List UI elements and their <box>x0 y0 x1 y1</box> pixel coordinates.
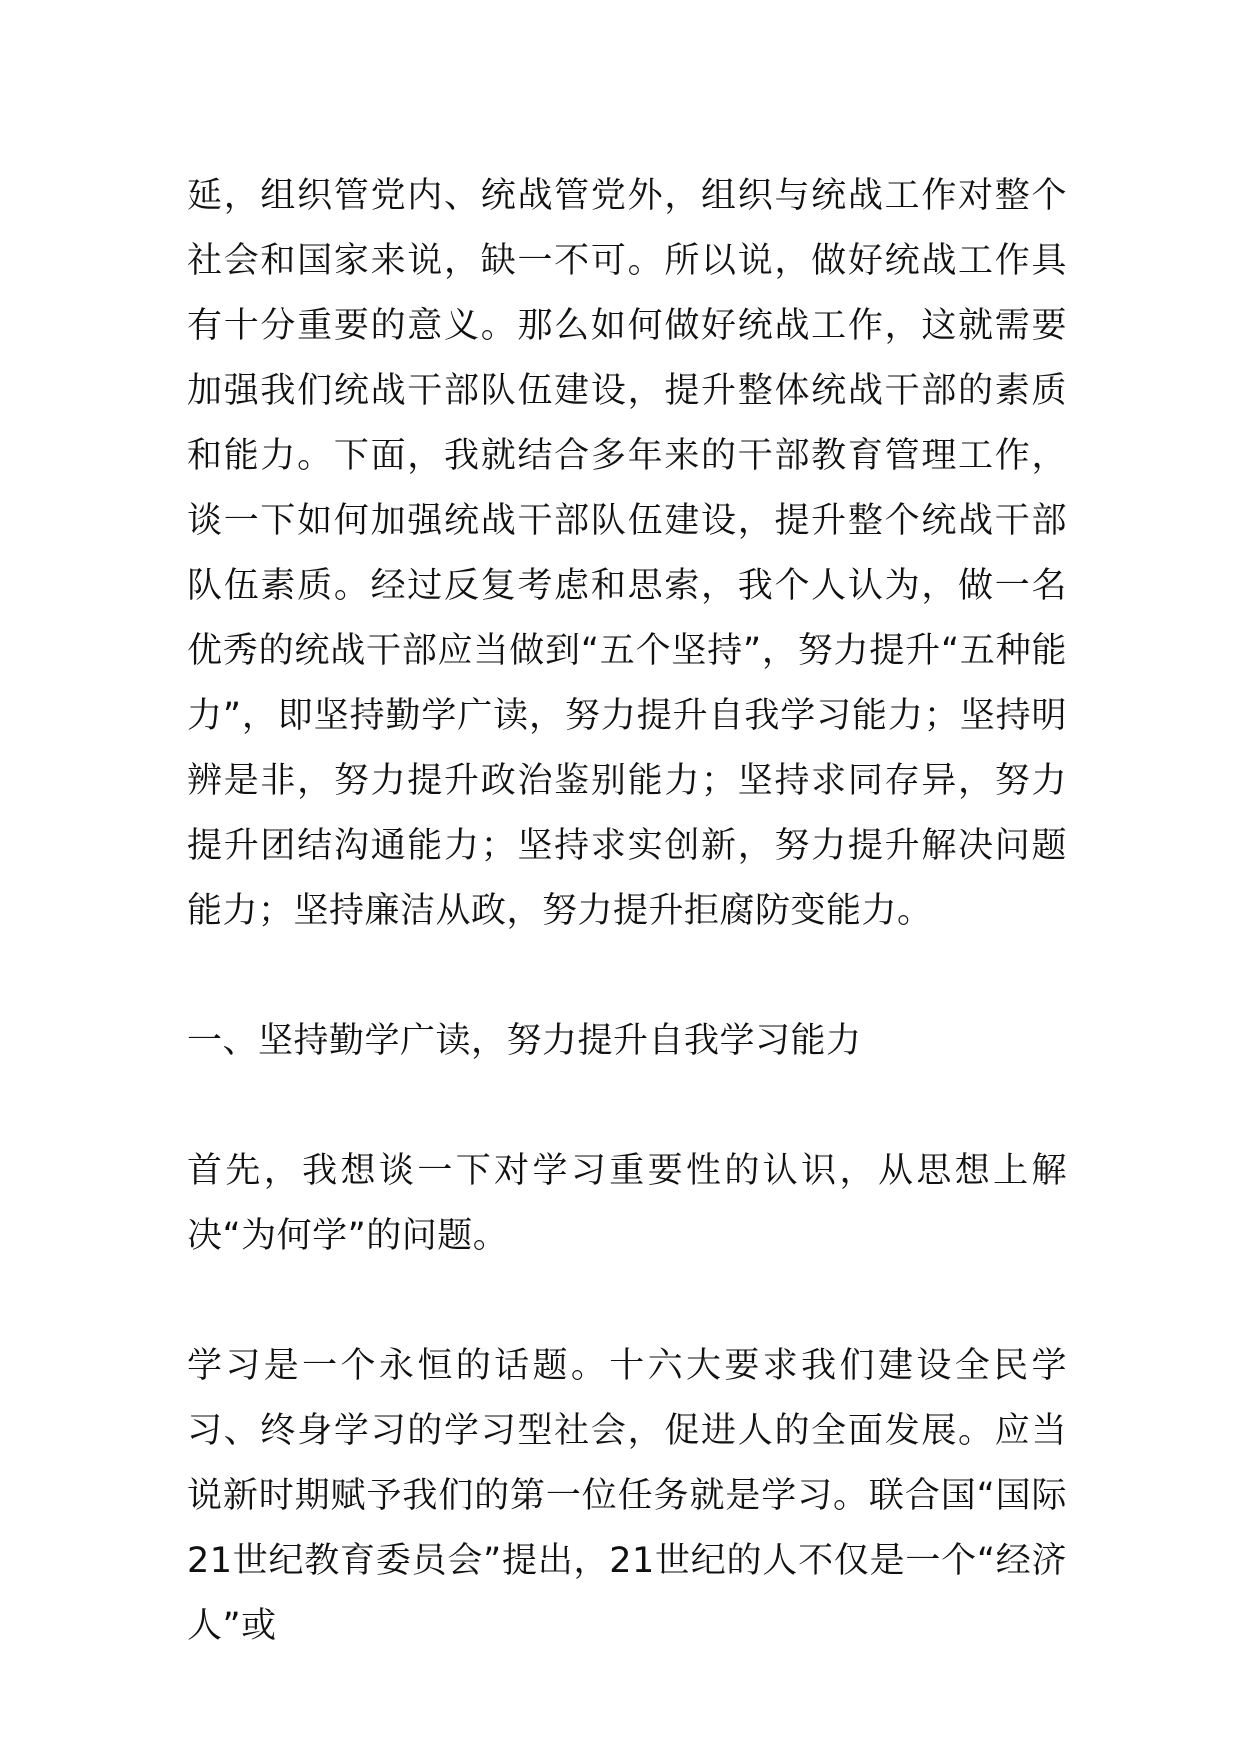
paragraph-intro: 延，组织管党内、统战管党外，组织与统战工作对整个社会和国家来说，缺一不可。所以说，做好统战工作具有十分重要的意义。那么如何做好统战工作，这就需要加强我们统战干部队伍建设，提升整体统战干部的素质和能力。下面，我就结合多年来的干部教育管理工作，谈一下如何加强统战干部队伍建设，提升整个统战干部队伍素质。经过反复考虑和思索，我个人认为，做一名优秀的统战干部应当做到“五个坚持”，努力提升“五种能力”，即坚持勤学广读，努力提升自我学习能力；坚持明辨是非，努力提升政治鉴别能力；坚持求同存异，努力提升团结沟通能力；坚持求实创新，努力提升解决问题能力；坚持廉洁从政，努力提升拒腐防变能力。 <box>187 176 1067 931</box>
paragraph-spacer <box>187 944 1067 1009</box>
document-body <box>187 164 1067 1659</box>
section-heading-1: 一、坚持勤学广读，努力提升自我学习能力 <box>187 1021 862 1061</box>
paragraph-spacer <box>187 1074 1067 1139</box>
paragraph-learning-topic: 学习是一个永恒的话题。十六大要求我们建设全民学习、终身学习的学习型社会，促进人的全面发展。应当说新时期赋予我们的第一位任务就是学习。联合国“国际21世纪教育委员会”提出，21世纪的人不仅是一个“经济人”或 <box>187 1346 1067 1646</box>
paragraph-spacer <box>187 1269 1067 1334</box>
paragraph-why-learn: 首先，我想谈一下对学习重要性的认识，从思想上解决“为何学”的问题。 <box>187 1151 1067 1256</box>
